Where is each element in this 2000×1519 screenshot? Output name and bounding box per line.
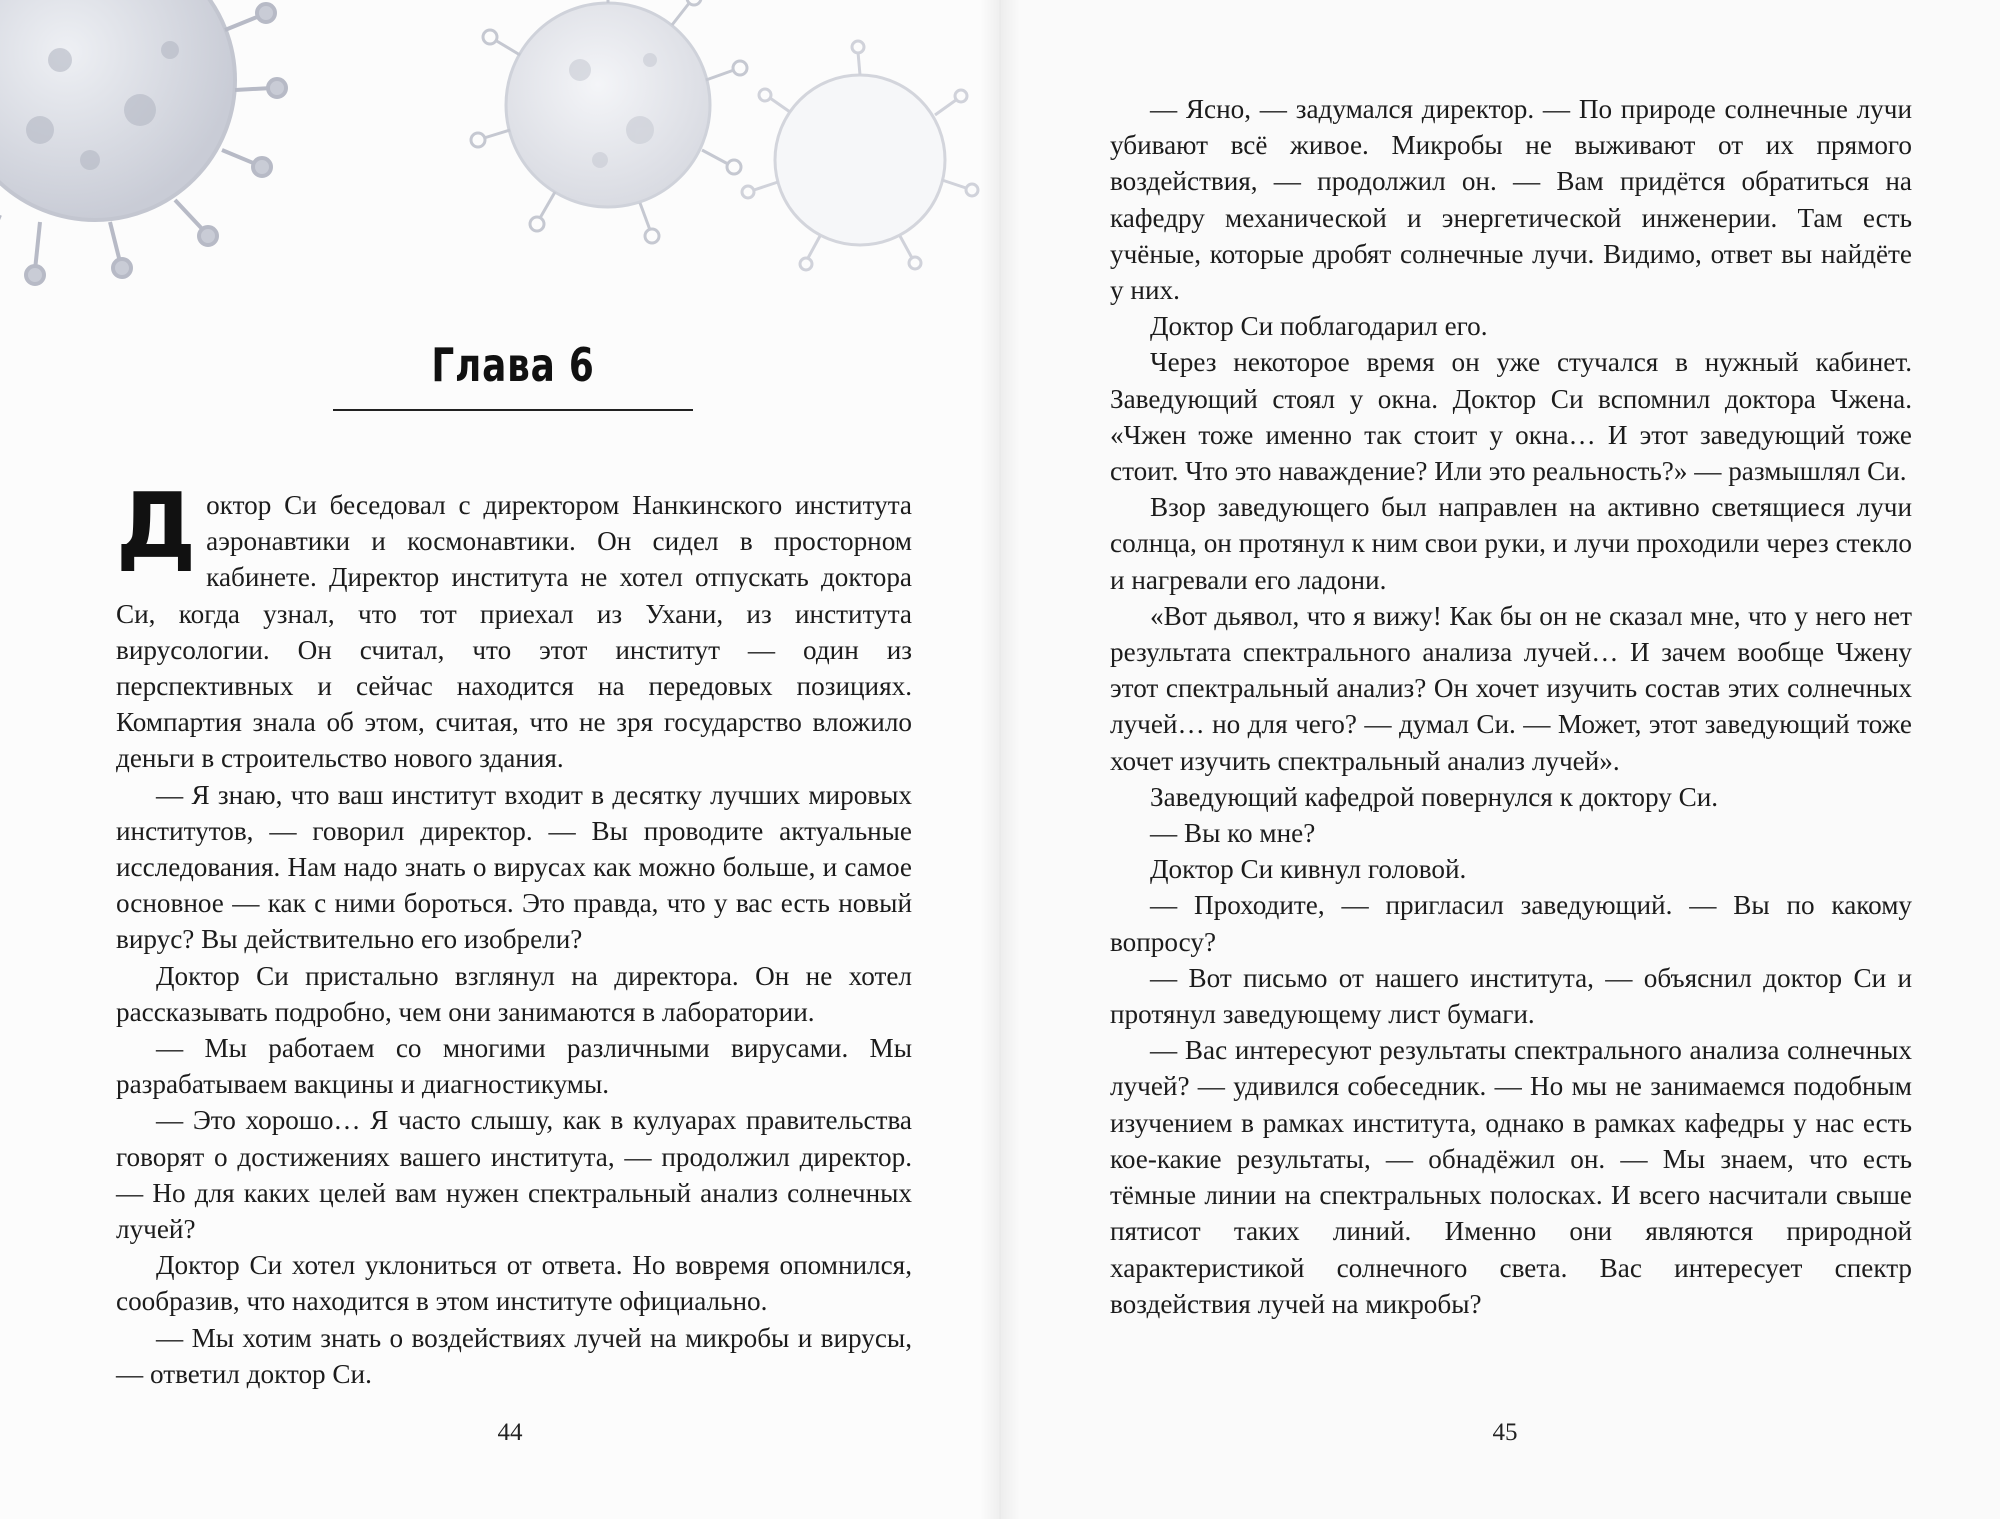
paragraph: — Мы хотим знать о воздействиях лучей на микробы и вирусы, — ответил доктор Си. — [116, 1322, 912, 1389]
paragraph: — Вы ко мне? — [1150, 818, 1316, 849]
paragraph: Доктор Си поблагодарил его. — [1150, 311, 1488, 342]
drop-cap: Д — [116, 474, 197, 579]
paragraph-text: октор Си беседовал с директором Нанкинского института аэронавтики и космонавтики. Он сидел в просторном кабинете. Директор института не хотел отпускать доктора Си, когда узнал, что тот приехал из Ухани, из института вирусологии. Он считал, что этот институт — один из перспективных и сейчас находится на передовых позициях. Компартия знала об этом, считая, что не зря государство вложило деньги в строительство нового здания. — [116, 490, 912, 774]
paragraph: «Вот дьявол, что я вижу! Как бы он не сказал мне, что у него нет результата спектрального анализа лучей… И зачем вообще Чжену этот спектральный анализ? Он хочет изучить состав этих солнечных лучей… но для чего? — думал Си. — Может, этот заведующий тоже хочет изучить спектральный анализ лучей». — [1110, 600, 1912, 776]
paragraph: Взор заведующего был направлен на активно светящиеся лучи солнца, он протянул к ним свои руки, и лучи проходили через стекло и нагревали его ладони. — [1110, 492, 1912, 595]
paragraph: — Вас интересуют результаты спектрального анализа солнечных лучей? — удивился собеседник. — Но мы не занимаемся подобным изучением в рамках института, однако в рамках кафедры у нас есть кое-какие результаты, — обнадёжил он. — Мы знаем, что есть тёмные линии на спектральных полосках. И всего насчитали свыше пятисот таких линий. Именно они являются природной характеристикой солнечного света. Вас интересует спектр воздействия лучей на микробы? — [1110, 1035, 1912, 1319]
paragraph: — Это хорошо… Я часто слышу, как в кулуарах правительства говорят о достижениях вашего института, — продолжил директор. — Но для каких целей вам нужен спектральный анализ солнечных лучей? — [116, 1105, 912, 1245]
paragraph: — Вот письмо от нашего института, — объяснил доктор Си и протянул заведующему лист бумаги. — [1110, 962, 1912, 1030]
paragraph: Через некоторое время он уже стучался в нужный кабинет. Заведующий стоял у окна. Доктор Си вспомнил доктора Чжена. «Чжен тоже именно так стоит у окна… И этот заведующий тоже стоит. Что это наваждение? Или это реальность?» — размышлял Си. — [1110, 347, 1912, 487]
right-page — [1000, 0, 2000, 1519]
paragraph: — Мы работаем со многими различными вирусами. Мы разрабатываем вакцины и диагностикумы. — [116, 1033, 912, 1100]
chapter-rule — [333, 409, 693, 411]
small-virus-icon — [742, 41, 978, 270]
paragraph: Доктор Си кивнул головой. — [1150, 854, 1467, 885]
paragraph: — Я знаю, что ваш институт входит в десятку лучших мировых институтов, — говорил директор. — Вы проводите актуальные исследования. Нам надо знать о вирусах как можно больше, и самое основное — как с ними бороться. Это правда, что у вас есть новый вирус? Вы действительно его изобрели? — [116, 779, 912, 955]
medium-virus-icon — [471, 0, 747, 243]
chapter-title: Глава 6 — [431, 338, 595, 392]
paragraph: — Ясно, — задумался директор. — По природе солнечные лучи убивают всё живое. Микробы не выживают от их прямого воздействия, — продолжил он. — Вам придётся обратиться на кафедру механической и энергетической инженерии. Там есть учёные, которые дробят солнечные лучи. Видимо, ответ вы найдёте у них. — [1110, 94, 1912, 306]
paragraph: — Проходите, — пригласил заведующий. — Вы по какому вопросу? — [1110, 890, 1912, 957]
right-page-text — [1110, 91, 1912, 1322]
paragraph: Доктор Си хотел уклониться от ответа. Но вовремя опомнился, сообразив, что находится в этом институте официально. — [116, 1250, 912, 1317]
left-page-text — [116, 474, 912, 1392]
page-number: 44 — [497, 1419, 523, 1446]
paragraph — [116, 474, 912, 777]
paragraph: Заведующий кафедрой повернулся к доктору Си. — [1150, 781, 1719, 812]
paragraph: Доктор Си пристально взглянул на директора. Он не хотел рассказывать подробно, чем они занимаются в лаборатории. — [116, 960, 912, 1027]
virus-illustration — [0, 0, 1000, 330]
page-number: 45 — [1492, 1419, 1518, 1446]
